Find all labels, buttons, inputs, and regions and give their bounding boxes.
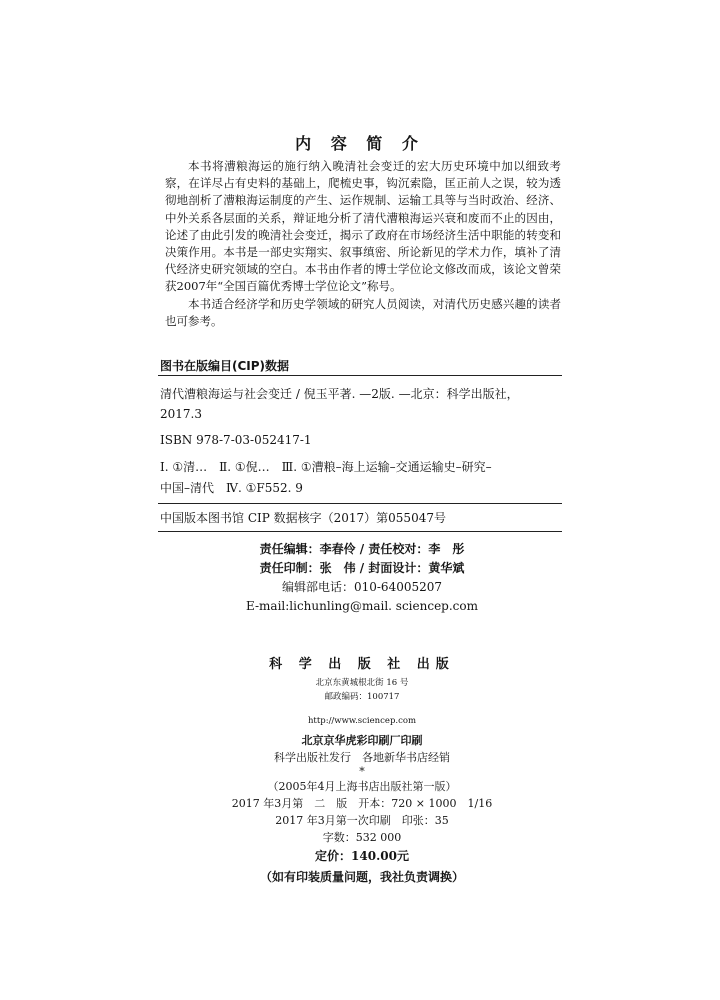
page-title: 内 容 简 介 xyxy=(295,134,425,153)
credits-editor-line: 责任编辑：李春伶 / 责任校对：李 彤 xyxy=(259,542,465,556)
price: 定价：140.00元 xyxy=(315,849,409,863)
publisher-url: http://www.sciencep.com xyxy=(307,716,417,726)
cip-classification-line-2: 中国–清代 Ⅳ. ①F552. 9 xyxy=(160,481,303,495)
first-edition-note: （2005年4月上海书店出版社第一版） xyxy=(267,780,457,793)
printing-sheets: 2017 年3月第一次印刷 印张：35 xyxy=(275,814,449,827)
cip-isbn: ISBN 978-7-03-052417-1 xyxy=(160,433,312,447)
cip-middle-rule xyxy=(158,503,562,504)
cip-classification-line-1: Ⅰ. ①清… Ⅱ. ①倪… Ⅲ. ①漕粮–海上运输–交通运输史–研究– xyxy=(160,460,492,474)
printer: 北京京华虎彩印刷厂印刷 xyxy=(301,734,423,747)
separator-star: * xyxy=(359,765,365,778)
publisher-postcode: 邮政编码：100717 xyxy=(324,692,400,702)
cip-record-number: 中国版本图书馆 CIP 数据核字（2017）第055047号 xyxy=(160,511,446,525)
credits xyxy=(160,540,564,616)
cip-bottom-rule xyxy=(158,531,562,532)
cip-heading: 图书在版编目(CIP)数据 xyxy=(160,359,290,373)
cip-title-line: 清代漕粮海运与社会变迁 / 倪玉平著. —2版. —北京：科学出版社， xyxy=(160,387,519,401)
intro-paragraph-1: 本书将漕粮海运的施行纳入晚清社会变迁的宏大历史环境中加以细致考察，在详尽占有史料的基础上，爬梳史事，钩沉索隐，匡正前人之误，较为透彻地剖析了漕粮海运制度的产生、运作规制、运输工具等与当时政治、经济、中外关系各层面的关系，辩证地分析了清代漕粮海运兴衰和废而不止的因由，论述了由此引发的晚清社会变迁，揭示了政府在市场经济生活中职能的转变和决策作用。本书是一部史实翔实、叙事缜密、所论新见的学术力作，填补了清代经济史研究领域的空白。本书由作者的博士学位论文修改而成，该论文曾荣获2007年“全国百篇优秀博士学位论文”称号。 xyxy=(165,159,561,294)
word-count: 字数：532 000 xyxy=(322,831,402,844)
quality-notice: （如有印装质量问题，我社负责调换） xyxy=(259,870,464,884)
publisher-name: 科 学 出 版 社 出版 xyxy=(269,657,455,672)
cip-top-rule xyxy=(158,375,562,376)
distribution: 科学出版社发行 各地新华书店经销 xyxy=(274,751,450,764)
credits-email: E-mail:lichunling@mail. sciencep.com xyxy=(246,599,478,613)
intro-paragraph-2: 本书适合经济学和历史学领域的研究人员阅读，对清代历史感兴趣的读者也可参考。 xyxy=(165,296,561,328)
colophon xyxy=(160,654,564,888)
cip-year-line: 2017.3 xyxy=(160,407,202,421)
publisher-address: 北京东黄城根北街 16 号 xyxy=(315,678,409,688)
edition-format: 2017 年3月第 二 版 开本：720 × 1000 1/16 xyxy=(231,797,493,810)
book-introduction xyxy=(165,158,561,330)
credits-phone: 编辑部电话：010-64005207 xyxy=(281,580,443,594)
credits-production-line: 责任印制：张 伟 / 封面设计：黄华斌 xyxy=(259,561,465,575)
